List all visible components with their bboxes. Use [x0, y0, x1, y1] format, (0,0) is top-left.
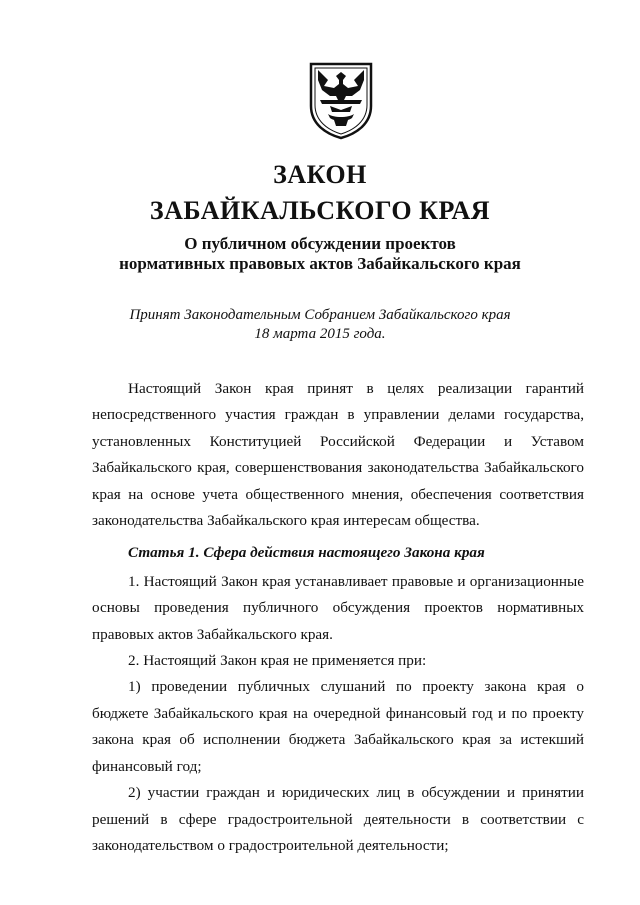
law-region-title: ЗАБАЙКАЛЬСКОГО КРАЯ: [149, 196, 491, 225]
article-1-paragraph-1: 1. Настоящий Закон края устанавливает правовые и организационные основы проведения публичного обсуждения проектов нормативных правовых актов Забайкальского края.: [92, 572, 584, 643]
law-title: ЗАКОН: [273, 160, 367, 189]
coat-of-arms-icon: [306, 60, 376, 140]
adoption-note: Принят Законодательным Собранием Забайкальского края: [129, 307, 511, 323]
law-subject-line-2: нормативных правовых актов Забайкальского края: [119, 254, 521, 273]
law-subject-line-1: О публичном обсуждении проектов: [184, 234, 456, 253]
article-1-paragraph-2: 2. Настоящий Закон края не применяется при:: [128, 652, 427, 670]
preamble-paragraph: Настоящий Закон края принят в целях реализации гарантий непосредственного участия граждан в управлении делами государства, установленных Конституцией Российской Федерации и Уставом Забайкальского края, совершенствования законодательства Забайкальского края на основе учета общественного мнения, обеспечения соответствия законодательства Забайкальского края интересам общества.: [92, 380, 584, 530]
article-1-item-1: 1) проведении публичных слушаний по проекту закона края о бюджете Забайкальского края на очередной финансовый год и по проекту закона края об исполнении бюджета Забайкальского края за истекший финансовый год;: [92, 678, 584, 775]
law-body: [92, 376, 584, 859]
article-1-heading: Статья 1. Сфера действия настоящего Закона края: [128, 544, 485, 562]
article-1-item-2: 2) участии граждан и юридических лиц в обсуждении и принятии решений в сфере градостроительной деятельности в соответствии с законодательством о градостроительной деятельности;: [92, 784, 584, 854]
adoption-date: 18 марта 2015 года.: [254, 326, 386, 342]
